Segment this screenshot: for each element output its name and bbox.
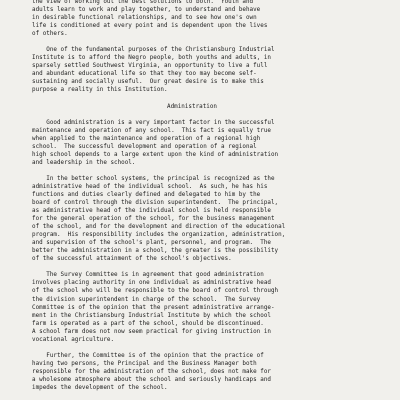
text-line: purpose a reality in this Institution. bbox=[32, 87, 168, 94]
para-further bbox=[32, 352, 384, 392]
text-line: high school depends to a large extent upon the kind of administration bbox=[32, 151, 279, 158]
text-line: and leadership in the school. bbox=[32, 159, 136, 166]
paragraph-gap bbox=[32, 263, 384, 271]
para-survey-committee bbox=[32, 271, 384, 343]
text-line: ment in the Christiansburg Industrial Institute by which the school bbox=[32, 312, 271, 319]
text-line: vocational agriculture. bbox=[32, 336, 115, 343]
text-line: Further, the Committee is of the opinion that the practice of bbox=[32, 352, 264, 359]
paragraph-gap bbox=[32, 344, 384, 352]
text-line: of others. bbox=[32, 31, 68, 38]
text-line: farm is operated as a part of the school, should be discontinued. bbox=[32, 320, 264, 327]
paragraph-gap bbox=[32, 111, 384, 119]
text-line: of the successful attainment of the school's objectives. bbox=[32, 256, 232, 263]
text-line: maintenance and operation of any school. This fact is equally true bbox=[32, 127, 271, 134]
text-line: and supervision of the school's plant, personnel, and program. The bbox=[32, 240, 271, 247]
text-line: In the better school systems, the principal is recognized as the bbox=[32, 175, 275, 182]
text-line: Committee is of the opinion that the present administrative arrange- bbox=[32, 304, 275, 311]
text-line: school. The successful development and operation of a regional bbox=[32, 143, 257, 150]
paragraph-gap bbox=[32, 95, 384, 103]
text-line: of the school who will be responsible to the board of control through bbox=[32, 288, 279, 295]
text-line: The Survey Committee is in agreement that good administration bbox=[32, 272, 264, 279]
text-line: as administrative head of the individual school is held responsible bbox=[32, 208, 271, 215]
text-line: sparsely settled Southwest Virginia, an opportunity to live a full bbox=[32, 63, 268, 70]
text-line: and abundant educational life so that they too may become self- bbox=[32, 71, 257, 78]
text-line: program. His responsibility includes the organization, administration, bbox=[32, 232, 286, 239]
text-line: the view of working out the best solutions to both. Youth and bbox=[32, 0, 254, 5]
text-line: having two persons, the Principal and the Business Manager both bbox=[32, 360, 257, 367]
text-line: A school farm does not now seem practical for giving instruction in bbox=[32, 328, 271, 335]
text-line: life is conditioned at every point and is dependent upon the lives bbox=[32, 23, 268, 30]
text-line: Institute is to afford the Negro people, both youths and adults, in bbox=[32, 55, 271, 62]
text-line: adults learn to work and play together, to understand and behave bbox=[32, 7, 261, 14]
text-line: One of the fundamental purposes of the Christiansburg Industrial bbox=[32, 47, 275, 54]
text-line: for the general operation of the school, for the business management bbox=[32, 216, 275, 223]
text-line: a wholesome atmosphere about the school and seriously handicaps and bbox=[32, 376, 271, 383]
text-line: the division superintendent in charge of the school. The Survey bbox=[32, 296, 261, 303]
para-principal bbox=[32, 175, 384, 264]
text-line: Good administration is a very important factor in the successful bbox=[32, 119, 275, 126]
text-line: of the school, and for the development and direction of the educational bbox=[32, 224, 286, 231]
paragraph-gap bbox=[32, 38, 384, 46]
para-good-administration bbox=[32, 119, 384, 167]
text-line: sustaining and socially useful. Our great desire is to make this bbox=[32, 79, 264, 86]
text-line: involves placing authority in one individual as administrative head bbox=[32, 280, 271, 287]
text-line: functions and duties clearly defined and delegated to him by the bbox=[32, 191, 261, 198]
paragraph-gap bbox=[32, 167, 384, 175]
para-purpose bbox=[32, 46, 384, 94]
text-line: board of control through the division superintendent. The principal, bbox=[32, 199, 279, 206]
section-heading: Administration bbox=[167, 103, 217, 110]
text-line: when applied to the maintenance and operation of a regional high bbox=[32, 135, 261, 142]
document-body bbox=[32, 0, 384, 392]
text-line: responsible for the administration of the school, does not make for bbox=[32, 368, 271, 375]
text-line: in desirable functional relationships, and to see how one's own bbox=[32, 15, 257, 22]
text-line: administrative head of the individual school. As such, he has his bbox=[32, 183, 268, 190]
text-line: impedes the development of the school. bbox=[32, 384, 168, 391]
para-intro-end bbox=[32, 0, 384, 38]
text-line: better the administration in a school, the greater is the possibility bbox=[32, 248, 279, 255]
